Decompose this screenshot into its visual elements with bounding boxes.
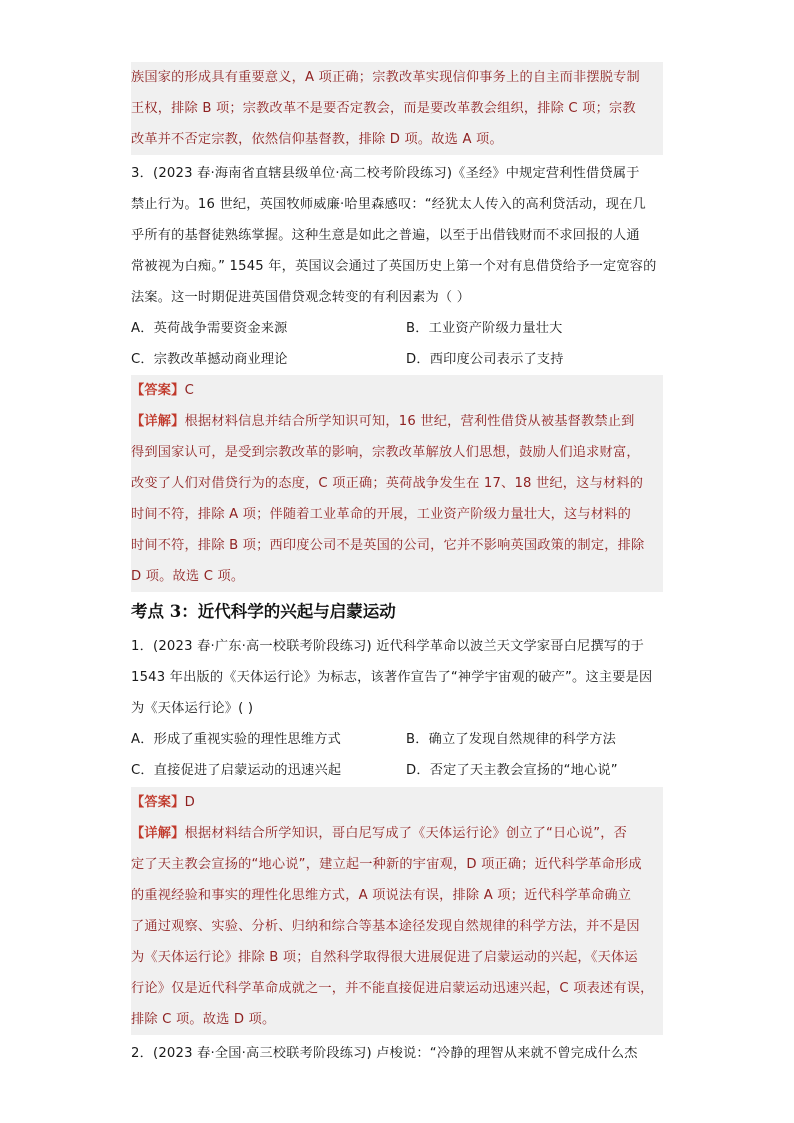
question-3-stem: 3．(2023 春·海南省直辖县级单位·高二校考阶段练习)《圣经》中规定营利性借贷属于 — [131, 166, 640, 181]
question-3-options-row-2 — [131, 344, 663, 375]
option-c: C．宗教改革撼动商业理论 — [131, 352, 288, 367]
question-1-options-row-1 — [131, 724, 663, 755]
explanation-line — [131, 406, 663, 437]
explanation-line: 定了天主教会宣扬的“地心说”，建立起一种新的宇宙观，D 项正确；近代科学革命形成 — [131, 849, 663, 880]
section-heading: 考点 3：近代科学的兴起与启蒙运动 — [131, 602, 396, 621]
answer-value: D — [184, 795, 195, 810]
question-3-options-row-1 — [131, 313, 663, 344]
explanation-line: 族国家的形成具有重要意义，A 项正确；宗教改革实现信仰事务上的自主而非摆脱专制 — [131, 62, 663, 93]
answer-tag: 【答案】 — [131, 795, 185, 810]
question-1-options-row-2 — [131, 755, 663, 786]
question-3-stem: 乎所有的基督徒熟练掌握。这种生意是如此之普遍，以至于出借钱财而不求回报的人通 — [131, 228, 640, 243]
question-1-stem: 为《天体运行论》( ) — [131, 701, 254, 716]
question-3-stem: 常被视为白痴。” 1545 年，英国议会通过了英国历史上第一个对有息借贷给予一定宽容的 — [131, 259, 657, 274]
option-c: C．直接促进了启蒙运动的迅速兴起 — [131, 763, 342, 778]
option-a: A．形成了重视实验的理性思维方式 — [131, 732, 342, 747]
explanation-line: 了通过观察、实验、分析、归纳和综合等基本途径发现自然规律的科学方法，并不是因 — [131, 911, 663, 942]
answer-tag: 【答案】 — [131, 383, 185, 398]
option-d: D．西印度公司表示了支持 — [406, 352, 564, 367]
detail-tag: 【详解】 — [131, 826, 185, 841]
explanation-line: 行论》仅是近代科学革命成就之一，并不能直接促进启蒙运动迅速兴起，C 项表述有误， — [131, 973, 663, 1004]
explanation-line: 为《天体运行论》排除 B 项；自然科学取得很大进展促进了启蒙运动的兴起，《天体运 — [131, 942, 663, 973]
explanation-line: 排除 C 项。故选 D 项。 — [131, 1004, 663, 1035]
option-b: B．确立了发现自然规律的科学方法 — [406, 732, 617, 747]
question-3-stem: 禁止行为。16 世纪，英国牧师威廉·哈里森感叹：“经犹太人传入的高利贷活动，现在几 — [131, 197, 646, 212]
explanation-line: 得到国家认可，是受到宗教改革的影响，宗教改革解放人们思想，鼓励人们追求财富， — [131, 437, 663, 468]
option-a: A．英荷战争需要资金来源 — [131, 321, 288, 336]
explanation-line: 改革并不否定宗教，依然信仰基督教，排除 D 项。故选 A 项。 — [131, 124, 663, 155]
question-2-stem: 2．(2023 春·全国·高三校联考阶段练习) 卢梭说：“冷静的理智从来就不曾完成什么杰 — [131, 1046, 638, 1061]
explanation-line — [131, 818, 663, 849]
explanation-line: 的重视经验和事实的理性化思维方式，A 项说法有误，排除 A 项；近代科学革命确立 — [131, 880, 663, 911]
explanation-line: 时间不符，排除 B 项；西印度公司不是英国的公司，它并不影响英国政策的制定，排除 — [131, 530, 663, 561]
detail-text: 根据材料信息并结合所学知识可知，16 世纪，营利性借贷从被基督教禁止到 — [184, 414, 635, 429]
explanation-line: 王权，排除 B 项；宗教改革不是要否定教会，而是要改革教会组织，排除 C 项；宗教 — [131, 93, 663, 124]
explanation-line: D 项。故选 C 项。 — [131, 561, 663, 592]
detail-tag: 【详解】 — [131, 414, 185, 429]
question-1-answer — [131, 787, 663, 818]
detail-text: 根据材料结合所学知识，哥白尼写成了《天体运行论》创立了“日心说”，否 — [184, 826, 628, 841]
answer-value: C — [184, 383, 194, 398]
explanation-line: 时间不符，排除 A 项；伴随着工业革命的开展，工业资产阶级力量壮大，这与材料的 — [131, 499, 663, 530]
option-b: B．工业资产阶级力量壮大 — [406, 321, 563, 336]
question-3-stem: 法案。这一时期促进英国借贷观念转变的有利因素为（ ） — [131, 290, 471, 305]
question-1-stem: 1．(2023 春·广东·高一校联考阶段练习) 近代科学革命以波兰天文学家哥白尼撰写的于 — [131, 639, 644, 654]
option-d: D．否定了天主教会宣扬的“地心说” — [406, 763, 618, 778]
explanation-line: 改变了人们对借贷行为的态度，C 项正确；英荷战争发生在 17、18 世纪，这与材料的 — [131, 468, 663, 499]
question-3-answer — [131, 375, 663, 406]
question-1-stem: 1543 年出版的《天体运行论》为标志，该著作宣告了“神学宇宙观的破产”。这主要是因 — [131, 670, 653, 685]
